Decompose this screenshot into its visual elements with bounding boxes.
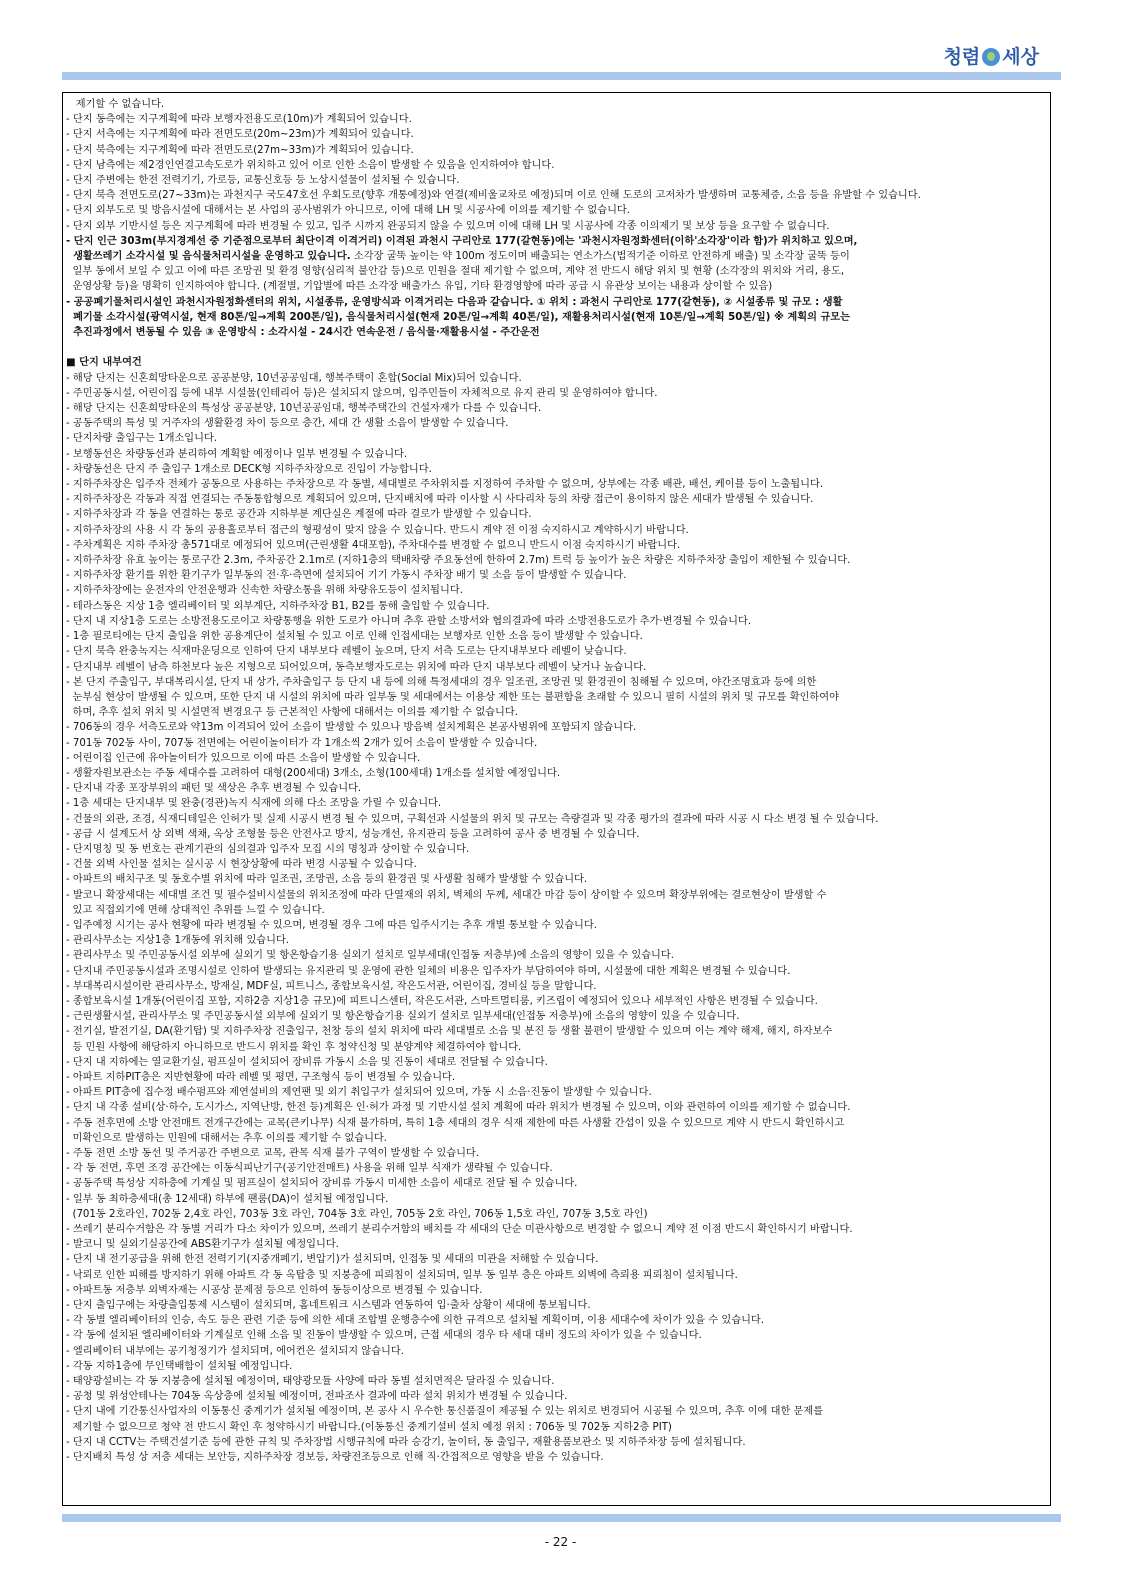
text-line: - 전기실, 발전기실, DA(환기탑) 및 지하주차장 진출입구, 천창 등의 설치 위치에 따라 세대별로 소음 및 분진 등 생활 불편이 발생할 수 있으며 이는 계약 해제, 해지, 하자보수 — [66, 1026, 833, 1038]
text-line: - 단지 서측에는 지구계획에 따라 전면도로(20m~23m)가 계획되어 있습니다. — [66, 129, 414, 141]
text-line: - 각 동별 엘리베이터의 인승, 속도 등은 관련 기준 등에 의한 세대 조합별 운행층수에 의한 규격으로 설치될 계획이며, 이용 세대수에 차이가 있을 수 있습니다. — [66, 1315, 765, 1327]
text-line: - 주동 전후면에 소방 안전매트 전개구간에는 교목(큰키나무) 식재 불가하며, 특히 1층 세대의 경우 식재 제한에 따른 사생활 간섭이 있을 수 있으므로 계약 시 반드시 확인하시고 — [66, 1117, 845, 1129]
text-line: - 단지 출입구에는 차량출입통제 시스템이 설치되며, 홈네트워크 시스템과 연동하여 입·출차 상황이 세대에 통보됩니다. — [66, 1300, 591, 1312]
text-line: 하며, 추후 설치 위치 및 시설면적 변경요구 등 근본적인 사항에 대해서는 이의를 제기할 수 없습니다. — [66, 707, 518, 719]
text-line: - 1층 필로티에는 단지 출입을 위한 공용계단이 설치될 수 있고 이로 인해 인접세대는 보행자로 인한 소음 등이 발생할 수 있습니다. — [66, 631, 643, 643]
text-line: - 각 동 전면, 후면 조경 공간에는 이동식피난기구(공기안전매트) 사용을 위해 일부 식재가 생략될 수 있습니다. — [66, 1163, 553, 1175]
text-line: - 단지 내 CCTV는 주택건설기준 등에 관한 규칙 및 주차장법 시행규칙에 따라 승강기, 놀이터, 동 출입구, 재활용품보관소 및 지하주차장 등에 설치됩니다. — [66, 1436, 746, 1448]
text-line: 눈부심 현상이 발생될 수 있으며, 또한 단지 내 시설의 위치에 따라 일부동 및 세대에서는 이용상 제한 또는 불편함을 초래할 수 있으니 필히 시설의 위치 및 규모를 확인하여야 — [66, 691, 839, 703]
text-line: - 낙뢰로 인한 피해를 방지하기 위해 아파트 각 동 옥탑층 및 지붕층에 피뢰침이 설치되며, 일부 동 일부 층은 아파트 외벽에 측뢰용 피뢰침이 설치됩니다. — [66, 1269, 738, 1281]
text-line: - 주민공동시설, 어린이집 등에 내부 시설물(인테리어 등)은 설치되지 않으며, 입주민들이 자체적으로 유지 관리 및 운영하여야 합니다. — [66, 387, 658, 399]
text-line: - 아파트 지하PIT층은 지반현황에 따라 레벨 및 평면, 구조형식 등이 변경될 수 있습니다. — [66, 1071, 456, 1083]
brand-logo — [944, 42, 1039, 69]
section-title: ■ 단지 내부여건 — [66, 357, 142, 369]
text-line: - 어린이집 인근에 유아놀이터가 있으므로 이에 따른 소음이 발생할 수 있습니다. — [66, 752, 421, 764]
text-line: - 주차계획은 지하 주차장 총571대로 예정되어 있으며(근린생활 4대포함), 주차대수를 변경할 수 없으니 반드시 이점 숙지하시기 바랍니다. — [66, 539, 681, 551]
notice-line: 추진과정에서 변동될 수 있음 ③ 운영방식 : 소각시설 - 24시간 연속운전 / 음식물·재활용시설 - 주간운전 — [66, 327, 540, 339]
text-line: - 아파트 PIT층에 집수정 배수펌프와 제연설비의 제연팬 및 외기 취입구가 설치되어 있으며, 가동 시 소음·진동이 발생할 수 있습니다. — [66, 1087, 652, 1099]
text-line: - 발코니 및 실외기실공간에 ABS환기구가 설치될 예정입니다. — [66, 1239, 339, 1251]
text-line: - 아파트의 배치구조 및 동호수별 위치에 따라 일조권, 조망권, 소음 등의 환경권 및 사생활 침해가 발생할 수 있습니다. — [66, 874, 588, 886]
text-line: - 건물 외벽 사인물 설치는 실시공 시 현장상황에 따라 변경 시공될 수 있습니다. — [66, 859, 417, 871]
text-line: - 테라스동은 지상 1층 엘리베이터 및 외부계단, 지하주차장 B1, B2를 통해 출입할 수 있습니다. — [66, 600, 490, 612]
document-body — [66, 97, 1048, 1465]
text-line: - 706동의 경우 서측도로와 약13m 이격되어 있어 소음이 발생할 수 있으나 방음벽 설치계획은 본공사범위에 포함되지 않습니다. — [66, 722, 637, 734]
text-line: - 단지 내 지상1층 도로는 소방전용도로이고 차량통행을 위한 도로가 아니며 추후 관할 소방서와 협의결과에 따라 소방전용도로가 추가·변경될 수 있습니다. — [66, 615, 752, 627]
text-line: - 차량동선은 단지 주 출입구 1개소로 DECK형 지하주차장으로 진입이 가능합니다. — [66, 463, 432, 475]
text-line: - 단지차량 출입구는 1개소입니다. — [66, 433, 218, 445]
notice-line-tail: 소각장 굴뚝 높이는 약 100m 정도이며 배출되는 연소가스(법적기준 이하로 안전하게 배출) 및 소각장 굴뚝 등이 — [350, 251, 850, 263]
logo-text-right: 세상 — [1002, 46, 1039, 68]
footer-rule — [62, 1514, 1061, 1522]
notice-line: 일부 동에서 보일 수 있고 이에 따른 조망권 및 환경 영향(심리적 불안감 등)으로 민원을 절대 제기할 수 없으며, 계약 전 반드시 해당 위치 및 현황 (소각장의 위치와 거리, 용도, — [66, 266, 845, 278]
text-line: - 단지 북측 완충녹지는 식재마운딩으로 인하여 단지 내부보다 레벨이 높으며, 단지 서측 도로는 단지내부보다 레벨이 낮습니다. — [66, 646, 627, 658]
notice-line: 운영상황 등)을 명확히 인지하여야 합니다. (계절별, 기압별에 따른 소각장 배출가스 유입, 기타 환경영향에 따라 공급 시 유관상 보이는 내용과 상이할 수 있음) — [66, 281, 773, 293]
text-line: - 생활자원보관소는 주동 세대수를 고려하여 대형(200세대) 3개소, 소형(100세대) 1개소를 설치할 예정입니다. — [66, 767, 561, 779]
text-line: - 종합보육시설 1개동(어린이집 포함, 지하2층 지상1층 규모)에 피트니스센터, 작은도서관, 스마트멀티룸, 키즈립이 예정되어 있으나 세부적인 사항은 변경될 수 있습니다. — [66, 995, 818, 1007]
text-line: - 단지 주변에는 한전 전력기기, 가로등, 교통신호등 등 노상시설물이 설치될 수 있습니다. — [66, 175, 460, 187]
notice-line: - 단지 인근 303m(부지경계선 중 기준점으로부터 최단이격 이격거리) 이격된 과천시 구리안로 177(갈현동)에는 '과천시자원정화센터(이하'소각장'이라 함)가 위치하고 있으며, — [66, 235, 858, 247]
page-number: - 22 - — [544, 1535, 577, 1549]
text-line: - 공청 및 위성안테나는 704동 옥상층에 설치될 예정이며, 전파조사 결과에 따라 설치 위치가 변경될 수 있습니다. — [66, 1391, 568, 1403]
text-line: 등 민원 사항에 해당하지 아니하므로 반드시 위치를 확인 후 청약신청 및 분양계약 체결하여야 합니다. — [66, 1041, 522, 1053]
text-line: - 관리사무소 및 주민공동시설 외부에 실외기 및 항온항습기용 실외기 설치로 일부세대(인접동 저층부)에 소음의 영향이 있을 수 있습니다. — [66, 950, 674, 962]
incinerator-notice — [66, 234, 1048, 295]
spacer — [66, 340, 1048, 355]
text-line: - 단지 북측에는 지구계획에 따라 전면도로(27m~33m)가 계획되어 있습니다. — [66, 144, 414, 156]
notice-line — [66, 249, 1048, 264]
text-line: - 공급 시 설계도서 상 외벽 색채, 옥상 조형물 등은 안전사고 방지, 성능개선, 유지관리 등을 고려하여 공사 중 변경될 수 있습니다. — [66, 828, 640, 840]
notice-line: - 공공폐기물처리시설인 과천시자원정화센터의 위치, 시설종류, 운영방식과 이격거리는 다음과 같습니다. ① 위치 : 과천시 구리안로 177(갈현동), ② 시설종류 및 규모 : 생활 — [66, 296, 843, 308]
text-line: - 단지내부 레벨이 남측 하천보다 높은 지형으로 되어있으며, 동측보행자도로는 위치에 따라 단지 내부보다 레벨이 낮거나 높습니다. — [66, 661, 647, 673]
text-line: - 건물의 외관, 조경, 식재디테일은 인허가 및 실제 시공시 변경 될 수 있으며, 구획선과 시설물의 위치 및 규모는 측량결과 및 각종 평가의 결과에 따라 시공 시 다소 변경 될 수 있습니다. — [66, 813, 879, 825]
section-list — [66, 371, 1048, 1466]
text-line: - 단지 내에 기간통신사업자의 이동통신 중계기가 설치될 예정이며, 본 공사 시 우수한 통신품질이 제공될 수 있는 위치로 변경되어 시공될 수 있으며, 추후 이에 대한 문제를 — [66, 1406, 824, 1418]
text-line: - 단지 동측에는 지구계획에 따라 보행자전용도로(10m)가 계획되어 있습니다. — [66, 114, 412, 126]
text-line: - 단지 외부도로 및 방음시설에 대해서는 본 사업의 공사범위가 아니므로, 이에 대해 LH 및 시공사에 이의를 제기할 수 없습니다. — [66, 205, 630, 217]
text-line: (701동 2호라인, 702동 2,4호 라인, 703동 3호 라인, 704동 3호 라인, 705동 2호 라인, 706동 1,5호 라인, 707동 3,5호 라인) — [66, 1208, 648, 1220]
text-line: - 단지 북측 전면도로(27~33m)는 과천지구 국도47호선 우회도로(향후 개통예정)와 연결(제비울교차로 예정)되며 이로 인해 도로의 고저차가 발생하며 교통체증, 소음 등을 유발할 수 있습니다. — [66, 190, 921, 202]
text-line: - 공동주택 특성상 지하층에 기계실 및 펌프실이 설치되어 장비류 가동시 미세한 소음이 세대로 전달 될 수 있습니다. — [66, 1178, 578, 1190]
text-line: - 지하주차장과 각 동을 연결하는 통로 공간과 지하부분 계단실은 계절에 따라 결로가 발생할 수 있습니다. — [66, 509, 532, 521]
text-line: - 단지명칭 및 동 번호는 관계기관의 심의결과 입주자 모집 시의 명칭과 상이할 수 있습니다. — [66, 843, 470, 855]
text-line: 있고 직접외기에 면해 상대적인 추위를 느낄 수 있습니다. — [66, 904, 325, 916]
text-line: - 단지내 각종 포장부위의 패턴 및 색상은 추후 변경될 수 있습니다. — [66, 783, 362, 795]
text-line: - 태양광설비는 각 동 지붕층에 설치될 예정이며, 태양광모듈 사양에 따라 동별 설치면적은 달라질 수 있습니다. — [66, 1376, 555, 1388]
text-line: - 본 단지 주출입구, 부대복리시설, 단지 내 상가, 주차출입구 등 단지 내 등에 의해 특정세대의 경우 일조권, 조망권 및 환경권이 침해될 수 있으며, 야간조명효과 등에 의한 — [66, 676, 817, 688]
text-line: - 지하주차장의 사용 시 각 동의 공용홀로부터 접근의 형평성이 맞지 않을 수 있습니다. 반드시 계약 전 이점 숙지하시고 계약하시기 바랍니다. — [66, 524, 689, 536]
text-line: - 근린생활시설, 관리사무소 및 주민공동시설 외부에 실외기 및 항온항습기용 실외기 설치로 일부세대(인접동 저층부)에 소음의 영향이 있을 수 있습니다. — [66, 1011, 740, 1023]
text-line: - 지하주차장 유효 높이는 통로구간 2.3m, 주차공간 2.1m로 (지하1층의 택배차량 주요동선에 한하여 2.7m) 트럭 등 높이가 높은 차량은 지하주차장 출입이 제한될 수 있습니다. — [66, 555, 851, 567]
text-line: - 일부 동 최하층세대(총 12세대) 하부에 팬룸(DA)이 설치될 예정입니다. — [66, 1193, 389, 1205]
notice-line: 폐기물 소각시설(광역시설, 현재 80톤/일→계획 200톤/일), 음식물처리시설(현재 20톤/일→계획 40톤/일), 재활용처리시설(현재 10톤/일→계획 50톤/일) ※ 계획의 규모는 — [66, 311, 850, 323]
logo-emblem-icon — [982, 48, 1000, 66]
text-line: - 해당 단지는 신혼희망타운의 특성상 공공분양, 10년공공임대, 행복주택간의 건설자재가 다를 수 있습니다. — [66, 403, 542, 415]
text-line: - 지하주차장은 입주자 전체가 공동으로 사용하는 주차장으로 각 동별, 세대별로 주차위치를 지정하여 주차할 수 없으며, 상부에는 각종 배관, 배선, 케이블 등이 노출됩니다. — [66, 479, 824, 491]
text-line: - 단지 내 각종 설비(상·하수, 도시가스, 지역난방, 한전 등)계획은 인·허가 과정 및 기반시설 설치 계획에 따라 위치가 변경될 수 있으며, 이와 관련하여 이의를 제기할 수 없습니다. — [66, 1102, 851, 1114]
text-line: - 단지배치 특성 상 저층 세대는 보안등, 지하주차장 경보등, 차량전조등으로 인해 직·간접적으로 영향을 받을 수 있습니다. — [66, 1452, 604, 1464]
logo-text-left: 청렴 — [943, 46, 981, 68]
waste-facility-notice — [66, 295, 1048, 341]
text-line: - 엘리베이터 내부에는 공기청정기가 설치되며, 에어컨은 설치되지 않습니다. — [66, 1345, 404, 1357]
text-line: - 단지 내 전기공급을 위해 한전 전력기기(지중개폐기, 변압기)가 설치되며, 인접동 및 세대의 미관을 저해할 수 있습니다. — [66, 1254, 599, 1266]
text-line: - 아파트동 저층부 외벽자재는 시공상 문제점 등으로 인하여 동등이상으로 변경될 수 있습니다. — [66, 1284, 483, 1296]
text-line: 제기할 수 없습니다. — [66, 99, 165, 110]
text-line: - 각 동에 설치된 엘리베이터와 기계실로 인해 소음 및 진동이 발생할 수 있으며, 근접 세대의 경우 타 세대 대비 정도의 차이가 있을 수 있습니다. — [66, 1330, 702, 1342]
text-line: - 701동 702동 사이, 707동 전면에는 어린이놀이터가 각 1개소씩 2개가 있어 소음이 발생할 수 있습니다. — [66, 737, 538, 749]
text-line: - 주동 전면 소방 동선 및 주거공간 주변으로 교목, 관목 식재 불가 구역이 발생할 수 있습니다. — [66, 1148, 480, 1159]
text-line: - 각동 지하1층에 무인택배함이 설치될 예정입니다. — [66, 1360, 293, 1372]
text-line: - 해당 단지는 신혼희망타운으로 공공분양, 10년공공임대, 행복주택이 혼합(Social Mix)되어 있습니다. — [66, 372, 522, 384]
text-line: - 1층 세대는 단지내부 및 완충(경관)녹지 식재에 의해 다소 조망을 가릴 수 있습니다. — [66, 798, 442, 810]
text-line: 미확인으로 발생하는 민원에 대해서는 추후 이의를 제기할 수 없습니다. — [66, 1132, 388, 1144]
intro-block — [66, 97, 1048, 234]
text-line: - 발코니 확장세대는 세대별 조건 및 필수설비시설물의 위치조정에 따라 단열재의 위치, 벽체의 두께, 세대간 마감 등이 상이할 수 있으며 확장부위에는 결로현상이 발생할 수 — [66, 889, 827, 901]
text-line: - 입주예정 시기는 공사 현황에 따라 변경될 수 있으며, 변경될 경우 그에 따른 입주시기는 추후 개별 통보할 수 있습니다. — [66, 919, 597, 931]
text-line: - 지하주차장 환기를 위한 환기구가 일부동의 전·후·측면에 설치되어 기기 가동시 주차장 배기 및 소음 등이 발생할 수 있습니다. — [66, 570, 627, 582]
text-line: - 단지 내 지하에는 열교환기실, 펌프실이 설치되어 장비류 가동시 소음 및 진동이 세대로 전달될 수 있습니다. — [66, 1056, 548, 1068]
text-line: - 관리사무소는 지상1층 1개동에 위치해 있습니다. — [66, 935, 290, 947]
notice-line-bold: 생활쓰레기 소각시설 및 음식물처리시설을 운영하고 있습니다. — [66, 251, 351, 263]
text-line: - 단지 남측에는 제2경인연결고속도로가 위치하고 있어 이로 인한 소음이 발생할 수 있음을 인지하여야 합니다. — [66, 159, 555, 171]
text-line: - 지하주차장에는 운전자의 안전운행과 신속한 차량소통을 위해 차량유도등이 설치됩니다. — [66, 585, 463, 597]
text-line: 제기할 수 없으므로 청약 전 반드시 확인 후 청약하시기 바랍니다.(이동통신 중계기설비 설치 예정 위치 : 706동 및 702동 지하2층 PIT) — [66, 1421, 672, 1433]
text-line: - 단지내 주민공동시설과 조명시설로 인하여 발생되는 유지관리 및 운영에 관한 일체의 비용은 입주자가 부담하여야 하며, 시설물에 대한 계획은 변경될 수 있습니다. — [66, 965, 791, 977]
text-line: - 공동주택의 특성 및 거주자의 생활환경 차이 등으로 층간, 세대 간 생활 소음이 발생할 수 있습니다. — [66, 418, 509, 430]
text-line: - 지하주차장은 각동과 직접 연결되는 주동통합형으로 계획되어 있으며, 단지배치에 따라 이사할 시 사다리차 등의 차량 접근이 용이하지 않은 세대가 발생될 수 있습니다. — [66, 494, 814, 506]
text-line: - 보행동선은 차량동선과 분리하여 계획할 예정이나 일부 변경될 수 있습니다. — [66, 448, 408, 460]
text-line: - 부대복리시설이란 관리사무소, 방재실, MDF실, 피트니스, 종합보육시설, 작은도서관, 어린이집, 경비실 등을 말합니다. — [66, 980, 597, 992]
text-line: - 쓰레기 분리수거함은 각 동별 거리가 다소 차이가 있으며, 쓰레기 분리수거함의 배치를 각 세대의 단순 미관사항으로 변경할 수 없으니 계약 전 이점 반드시 확인하시기 바랍니다. — [66, 1224, 853, 1236]
header-rule — [62, 72, 1061, 80]
text-line: - 단지 외부 기반시설 등은 지구계획에 따라 변경될 수 있고, 입주 시까지 완공되지 않을 수 있으며 이에 대해 LH 및 시공사에 각종 이의제기 및 보상 등을 요구할 수 없습니다. — [66, 220, 830, 232]
